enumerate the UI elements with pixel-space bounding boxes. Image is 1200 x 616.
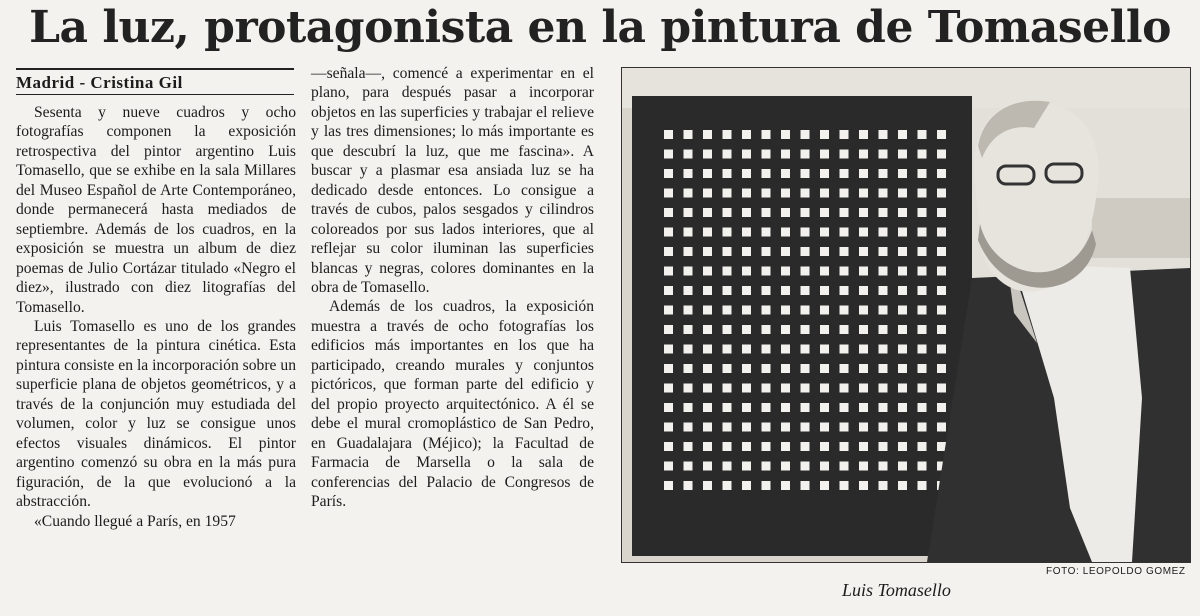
- byline-rule: [16, 94, 294, 95]
- paragraph: Luis Tomasello es uno de los grandes representantes de la pintura cinética. Esta pintura consiste en la incorporación sobre un superficie plana de objetos geométricos, y a través de la conjunción muy estudiada del volumen, color y luz se consigue unos efectos visuales dinámicos. El pintor argentino comenzó su obra en la más pura figuración, de la que evolucionó a la abstracción.: [16, 317, 296, 511]
- paragraph: Además de los cuadros, la exposición muestra a través de ocho fotografías los edificios más importantes en los que ha participado, creando murales y conjuntos pictóricos, que forman parte del edificio y del propio proyecto arquitectónico. A él se debe el mural cromoplástico de San Pedro, en Guadalajara (Méjico); la Facultad de Farmacia de Marsella o la sala de conferencias del Palacio de Congresos de París.: [311, 298, 594, 510]
- paragraph: «Cuando llegué a París, en 1957: [34, 512, 236, 530]
- photo-illustration: [622, 68, 1190, 562]
- paragraph: —señala—, comencé a experimentar en el plano, para después pasar a incorporar objetos en las superficies y trabajar el relieve y las tres dimensiones; lo más importante es que descubrí la luz, que me fascina». A buscar y a plasmar esa ansiada luz se ha dedicado desde entonces. Lo consigue a través de cubos, palos sesgados y cilindros coloreados por sus lados interiores, que al reflejar su color iluminan las superficies blancas y negras, colores dominantes en la obra de Tomasello.: [311, 65, 594, 296]
- photo-credit: FOTO: LEOPOLDO GOMEZ: [1046, 566, 1186, 577]
- article-column-2: [311, 64, 594, 511]
- headline: La luz, protagonista en la pintura de Tomasello: [29, 2, 1171, 53]
- byline: Madrid - Cristina Gil: [16, 68, 294, 93]
- paragraph: Sesenta y nueve cuadros y ocho fotografías componen la exposición retrospectiva del pintor argentino Luis Tomasello, que se exhibe en la sala Millares del Museo Español de Arte Contemporáneo, donde permanecerá hasta mediados de septiembre. Además de los cuadros, en la exposición se muestra un album de diez poemas de Julio Cortázar titulado «Negro el diez», ilustrado con diez litografías del Tomasello.: [16, 104, 296, 316]
- article-photo: [621, 67, 1191, 563]
- photo-caption: Luis Tomasello: [842, 580, 951, 600]
- article-column-1: [16, 103, 296, 531]
